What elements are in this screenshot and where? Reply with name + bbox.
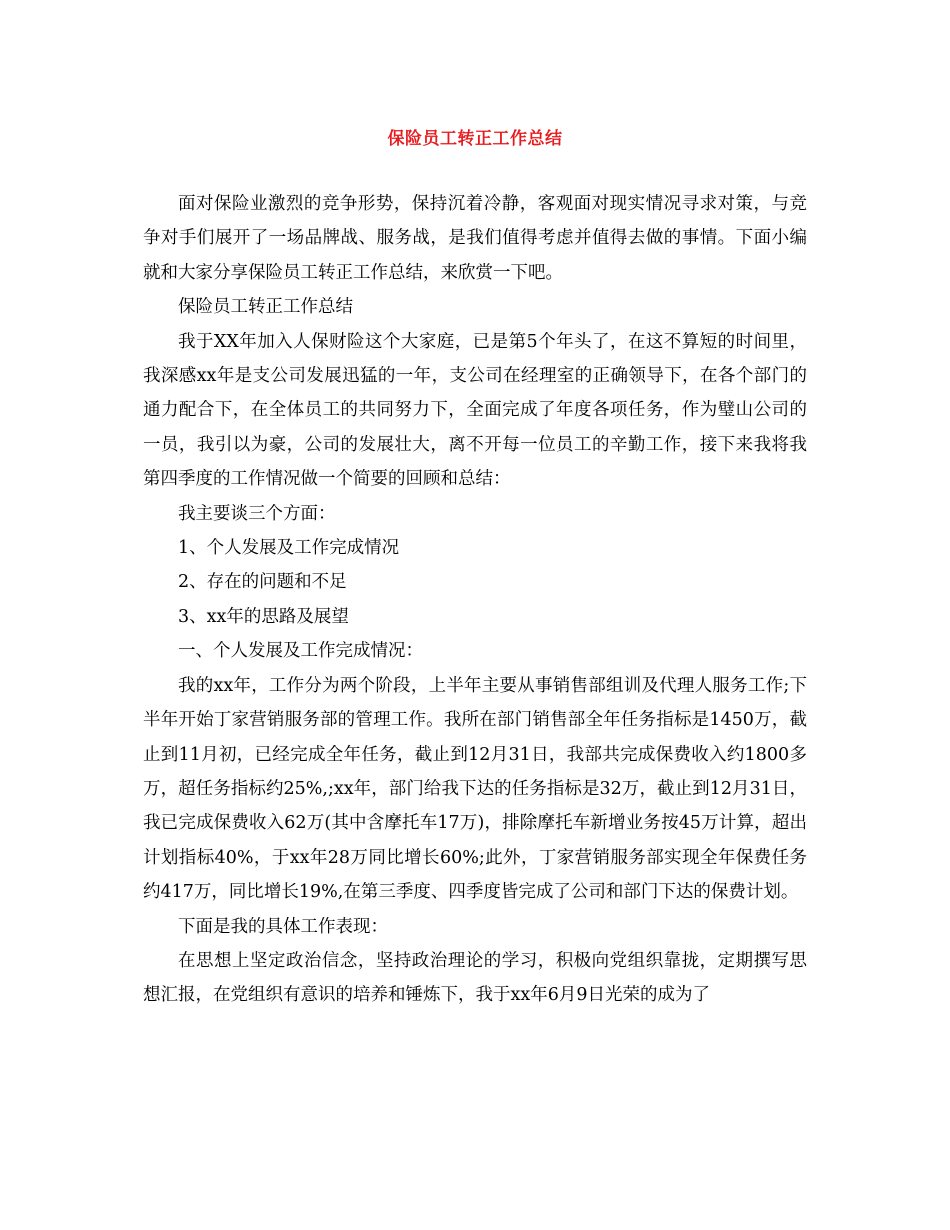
section-heading: 保险员工转正工作总结 xyxy=(178,297,353,318)
body-paragraph: 下面是我的具体工作表现： xyxy=(178,916,388,937)
list-item: 1、个人发展及工作完成情况 xyxy=(178,538,400,559)
list-item: 2、存在的问题和不足 xyxy=(178,572,347,593)
list-item: 3、xx年的思路及展望 xyxy=(178,606,349,627)
body-paragraph: 在思想上坚定政治信念，坚持政治理论的学习，积极向党组织靠拢，定期撰写思想汇报，在党组织有意识的培养和锤炼下，我于xx年6月9日光荣的成为了 xyxy=(143,950,807,1006)
intro-paragraph: 面对保险业激烈的竞争形势，保持沉着冷静，客观面对现实情况寻求对策，与竞争对手们展开了一场品牌战、服务战，是我们值得考虑并值得去做的事情。下面小编就和大家分享保险员工转正工作总结，来欣赏一下吧。 xyxy=(143,194,807,283)
section-heading: 一、个人发展及工作完成情况： xyxy=(178,641,423,662)
body-paragraph: 我主要谈三个方面： xyxy=(178,503,336,524)
body-paragraph: 我的xx年，工作分为两个阶段，上半年主要从事销售部组训及代理人服务工作;下半年开始丁家营销服务部的管理工作。我所在部门销售部全年任务指标是1450万，截止到11月初，已经完成全年任务，截止到12月31日，我部共完成保费收入约1800多万，超任务指标约25%,;xx年，部门给我下达的任务指标是32万，截止到12月31日，我已完成保费收入62万(其中含摩托车17万)，排除摩托车新增业务按45万计算，超出计划指标40%，于xx年28万同比增长60%;此外，丁家营销服务部实现全年保费任务约417万，同比增长19%,在第三季度、四季度皆完成了公司和部门下达的保费计划。 xyxy=(143,675,807,903)
body-paragraph: 我于XX年加入人保财险这个大家庭，已是第5个年头了，在这不算短的时间里，我深感xx年是支公司发展迅猛的一年，支公司在经理室的正确领导下，在各个部门的通力配合下，在全体员工的共同努力下，全面完成了年度各项任务，作为璧山公司的一员，我引以为豪，公司的发展壮大，离不开每一位员工的辛勤工作，接下来我将我第四季度的工作情况做一个简要的回顾和总结： xyxy=(143,331,807,490)
document-title: 保险员工转正工作总结 xyxy=(387,129,563,149)
document-body xyxy=(143,187,807,1013)
